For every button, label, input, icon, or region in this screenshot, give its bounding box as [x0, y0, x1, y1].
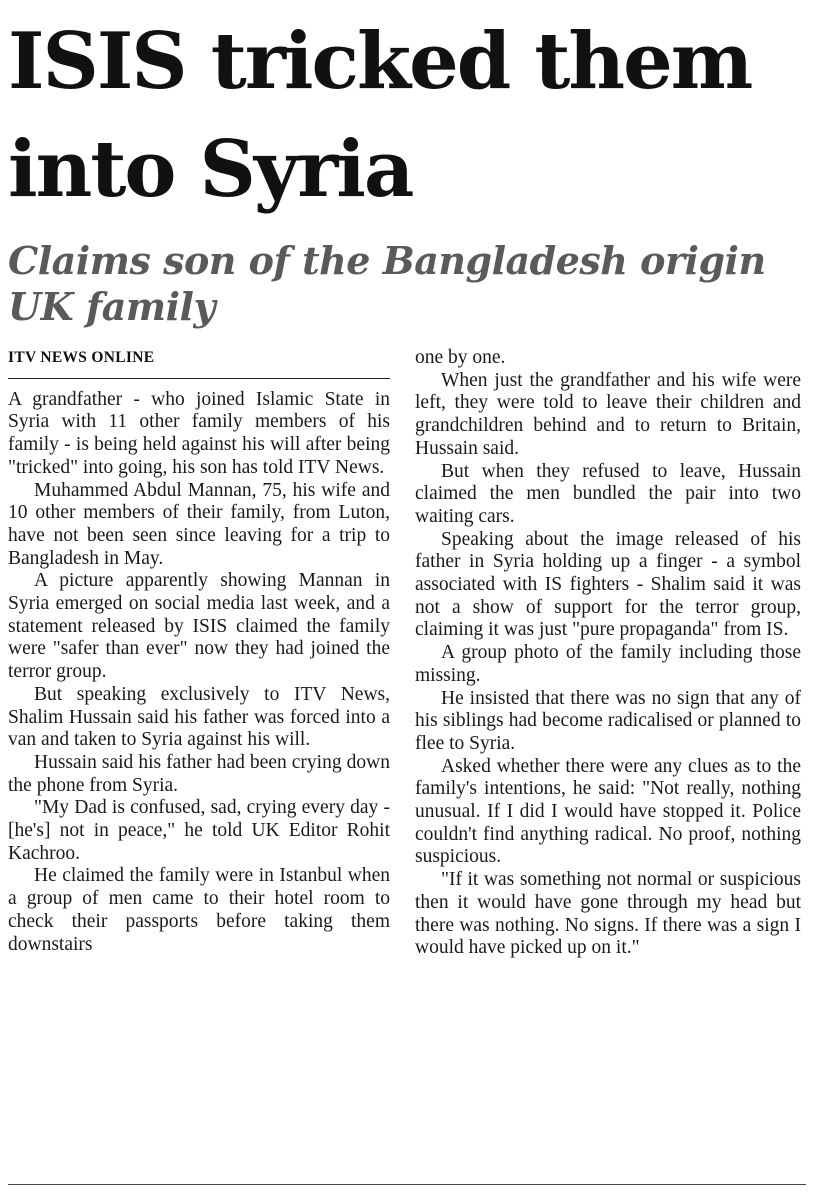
subheadline: Claims son of the Bangladesh origin UK family [8, 238, 766, 329]
bottom-divider [8, 1184, 806, 1185]
paragraph: When just the grandfather and his wife were left, they were told to leave their children and grandchildren behind and to return to Britain, Hussain said. [415, 369, 801, 459]
paragraph: He insisted that there was no sign that any of his siblings had become radicalised or planned to flee to Syria. [415, 687, 801, 754]
headline: ISIS tricked them into Syria [8, 16, 752, 215]
paragraph: A picture apparently showing Mannan in Syria emerged on social media last week, and a statement released by ISIS claimed the family were "safer than ever" now they had joined the terror group. [8, 570, 390, 683]
paragraph: But when they refused to leave, Hussain claimed the men bundled the pair into two waiting cars. [415, 460, 801, 527]
paragraph: He claimed the family were in Istanbul when a group of men came to their hotel room to check their passports before taking them downstairs [8, 865, 390, 955]
article-column-right [415, 347, 801, 960]
paragraph: one by one. [415, 347, 506, 368]
paragraph: "My Dad is confused, sad, crying every day - [he's] not in peace," he told UK Editor Rohit Kachroo. [8, 797, 390, 864]
paragraph: But speaking exclusively to ITV News, Shalim Hussain said his father was forced into a van and taken to Syria against his will. [8, 683, 390, 751]
paragraph: Speaking about the image released of his father in Syria holding up a finger - a symbol associated with IS fighters - Shalim said it was not a show of support for the terror group, claiming it was just "pure propaganda" from IS. [415, 528, 801, 641]
paragraph: A grandfather - who joined Islamic State in Syria with 11 other family members of his family - is being held against his will after being "tricked" into going, his son has told ITV News. [8, 388, 390, 478]
paragraph: "If it was something not normal or suspicious then it would have gone through my head but there was nothing. No signs. If there was a sign I would have picked up on it." [415, 869, 801, 959]
paragraph: Muhammed Abdul Mannan, 75, his wife and 10 other members of their family, from Luton, have not been seen since leaving for a trip to Bangladesh in May. [8, 479, 390, 569]
paragraph: Asked whether there were any clues as to the family's intentions, he said: "Not really, nothing unusual. If I did I would have stopped it. Police couldn't find anything radical. No proof, nothing suspicious. [415, 755, 801, 868]
paragraph: Hussain said his father had been crying down the phone from Syria. [8, 751, 390, 796]
photo-caption: A group photo of the family including those missing. [415, 642, 801, 686]
byline: ITV NEWS ONLINE [8, 347, 390, 379]
article-column-left [8, 347, 390, 956]
